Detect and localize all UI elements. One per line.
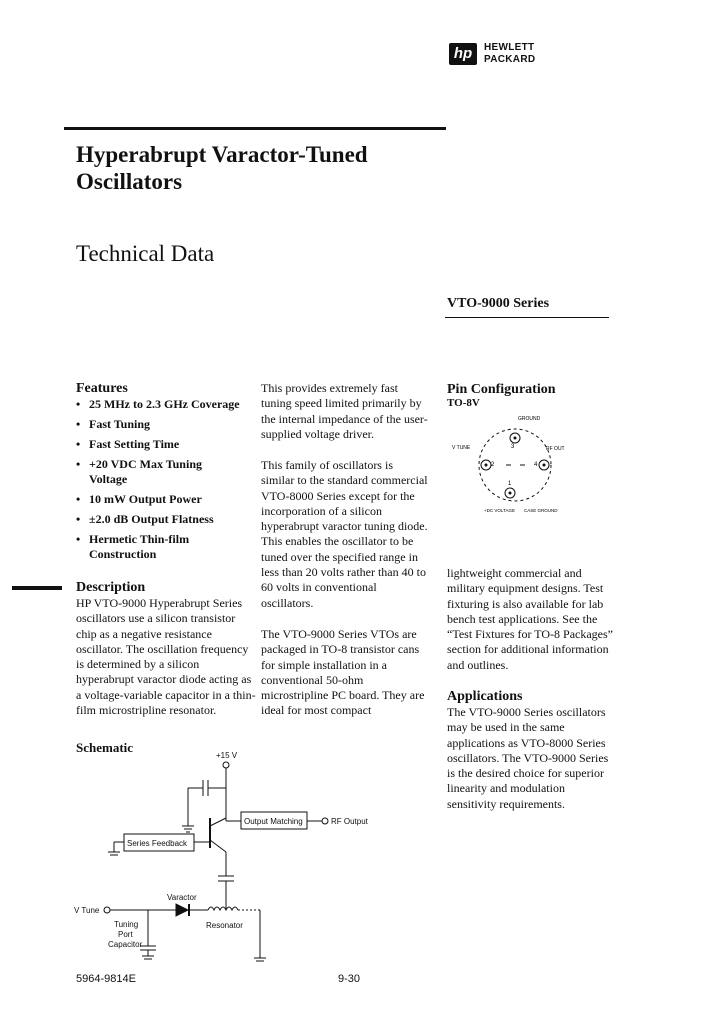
description-heading: Description — [76, 580, 146, 595]
label-varactor: Varactor — [167, 893, 197, 902]
feature-item: • Hermetic Thin-film Construction — [76, 532, 207, 562]
pin-number-1: 1 — [508, 481, 512, 487]
pin-configuration-heading: Pin Configuration — [447, 382, 556, 397]
right-paragraph-1: lightweight commercial and military equipment designs. Test fixturing is also available for lab bench test applications. See the “Test Fixtures for TO-8 Packages” section for additional information and outlines. — [447, 566, 614, 672]
series-rule — [445, 317, 609, 318]
middle-paragraph-1: This provides extremely fast tuning speed limited primarily by the internal impedance of the user-supplied voltage driver. — [261, 381, 428, 441]
label-resonator: Resonator — [206, 921, 243, 930]
title-line-2: Oscillators — [76, 169, 183, 194]
package-outline — [479, 429, 551, 501]
document-title — [76, 141, 368, 195]
label-output-matching: Output Matching — [244, 817, 303, 826]
company-name — [484, 42, 535, 66]
label-rf-output: RF Output — [331, 817, 368, 826]
middle-paragraph-2: This family of oscillators is similar to the standard commercial VTO-8000 Series except for the incorporation of a silicon hyperabrupt varactor tuning diode. This enables the oscillator to be tuned over the specified range in less than 20 volts rather than 40 to 60 volts in conventional oscillators. — [261, 458, 428, 610]
schematic-diagram — [70, 748, 380, 968]
features-list — [76, 397, 256, 567]
hp-logo: hp — [449, 43, 477, 65]
varactor-diode — [176, 904, 188, 916]
feature-item: • Fast Tuning — [76, 417, 256, 432]
label-vtune: V TUNE — [452, 445, 471, 451]
label-case: CASE GROUND — [524, 508, 558, 513]
vtune-terminal — [104, 907, 110, 913]
pin-number-3: 3 — [511, 444, 515, 450]
document-subtitle: Technical Data — [76, 241, 215, 266]
pin-number-4: 4 — [534, 462, 538, 468]
feature-item: • ±2.0 dB Output Flatness — [76, 512, 256, 527]
features-heading: Features — [76, 381, 128, 396]
applications-text: The VTO-9000 Series oscillators may be used in the same applications as VTO-8000 Series oscillators. The VTO-9000 Series is the desired choice for superior linearity and modulation sensitivity requirements. — [447, 705, 609, 811]
pin-rfout-dot — [543, 464, 546, 467]
label-port: Port — [118, 930, 133, 939]
document-number: 5964-9814E — [76, 973, 136, 985]
pin-ground-dot — [514, 437, 517, 440]
supply-terminal — [223, 762, 229, 768]
feature-item: • 10 mW Output Power — [76, 492, 256, 507]
package-name: TO-8V — [447, 397, 480, 409]
label-rfout: RF OUT — [546, 446, 565, 452]
resonator-inductor — [208, 907, 238, 910]
label-capacitor: Capacitor — [108, 940, 143, 949]
pin-configuration-diagram — [448, 410, 578, 520]
middle-paragraph-3: The VTO-9000 Series VTOs are packaged in TO-8 transistor cans for simple installation in a conventional 50-ohm microstripline PC board. They are ideal for most compact — [261, 627, 425, 718]
pin-vtune-dot — [485, 464, 488, 467]
pin-number-2: 2 — [491, 462, 495, 468]
applications-heading: Applications — [447, 689, 523, 704]
page-number: 9-30 — [338, 973, 361, 985]
schematic-heading: Schematic — [76, 740, 134, 755]
label-supply: +15 V — [216, 751, 238, 760]
company-name-line2: PACKARD — [484, 54, 536, 65]
feature-item: • 25 MHz to 2.3 GHz Coverage — [76, 397, 256, 412]
label-ground: GROUND — [518, 416, 541, 422]
label-series-feedback: Series Feedback — [127, 839, 188, 848]
margin-marker — [12, 586, 62, 590]
rf-output-terminal — [322, 818, 328, 824]
description-text: HP VTO-9000 Hyperabrupt Series oscillators use a silicon transistor chip as a negative resistance oscillator. The oscillation frequency is determined by a silicon hyperabrupt varactor diode acting as a voltage-variable capacitor in a thin-film microstripline resonator. — [76, 596, 256, 718]
label-vcc: +DC VOLTAGE — [484, 508, 515, 513]
pin-vcc-dot — [509, 492, 512, 495]
feature-item: • Fast Setting Time — [76, 437, 256, 452]
label-vtune: V Tune — [74, 906, 100, 915]
top-rule — [64, 127, 446, 130]
transistor-emitter — [210, 840, 226, 852]
feature-item: • +20 VDC Max Tuning Voltage — [76, 457, 217, 487]
title-line-1: Hyperabrupt Varactor-Tuned — [76, 142, 368, 167]
transistor-collector — [210, 818, 226, 826]
company-name-line1: HEWLETT — [484, 42, 535, 53]
series-name: VTO-9000 Series — [447, 296, 550, 311]
label-tuning: Tuning — [114, 920, 139, 929]
